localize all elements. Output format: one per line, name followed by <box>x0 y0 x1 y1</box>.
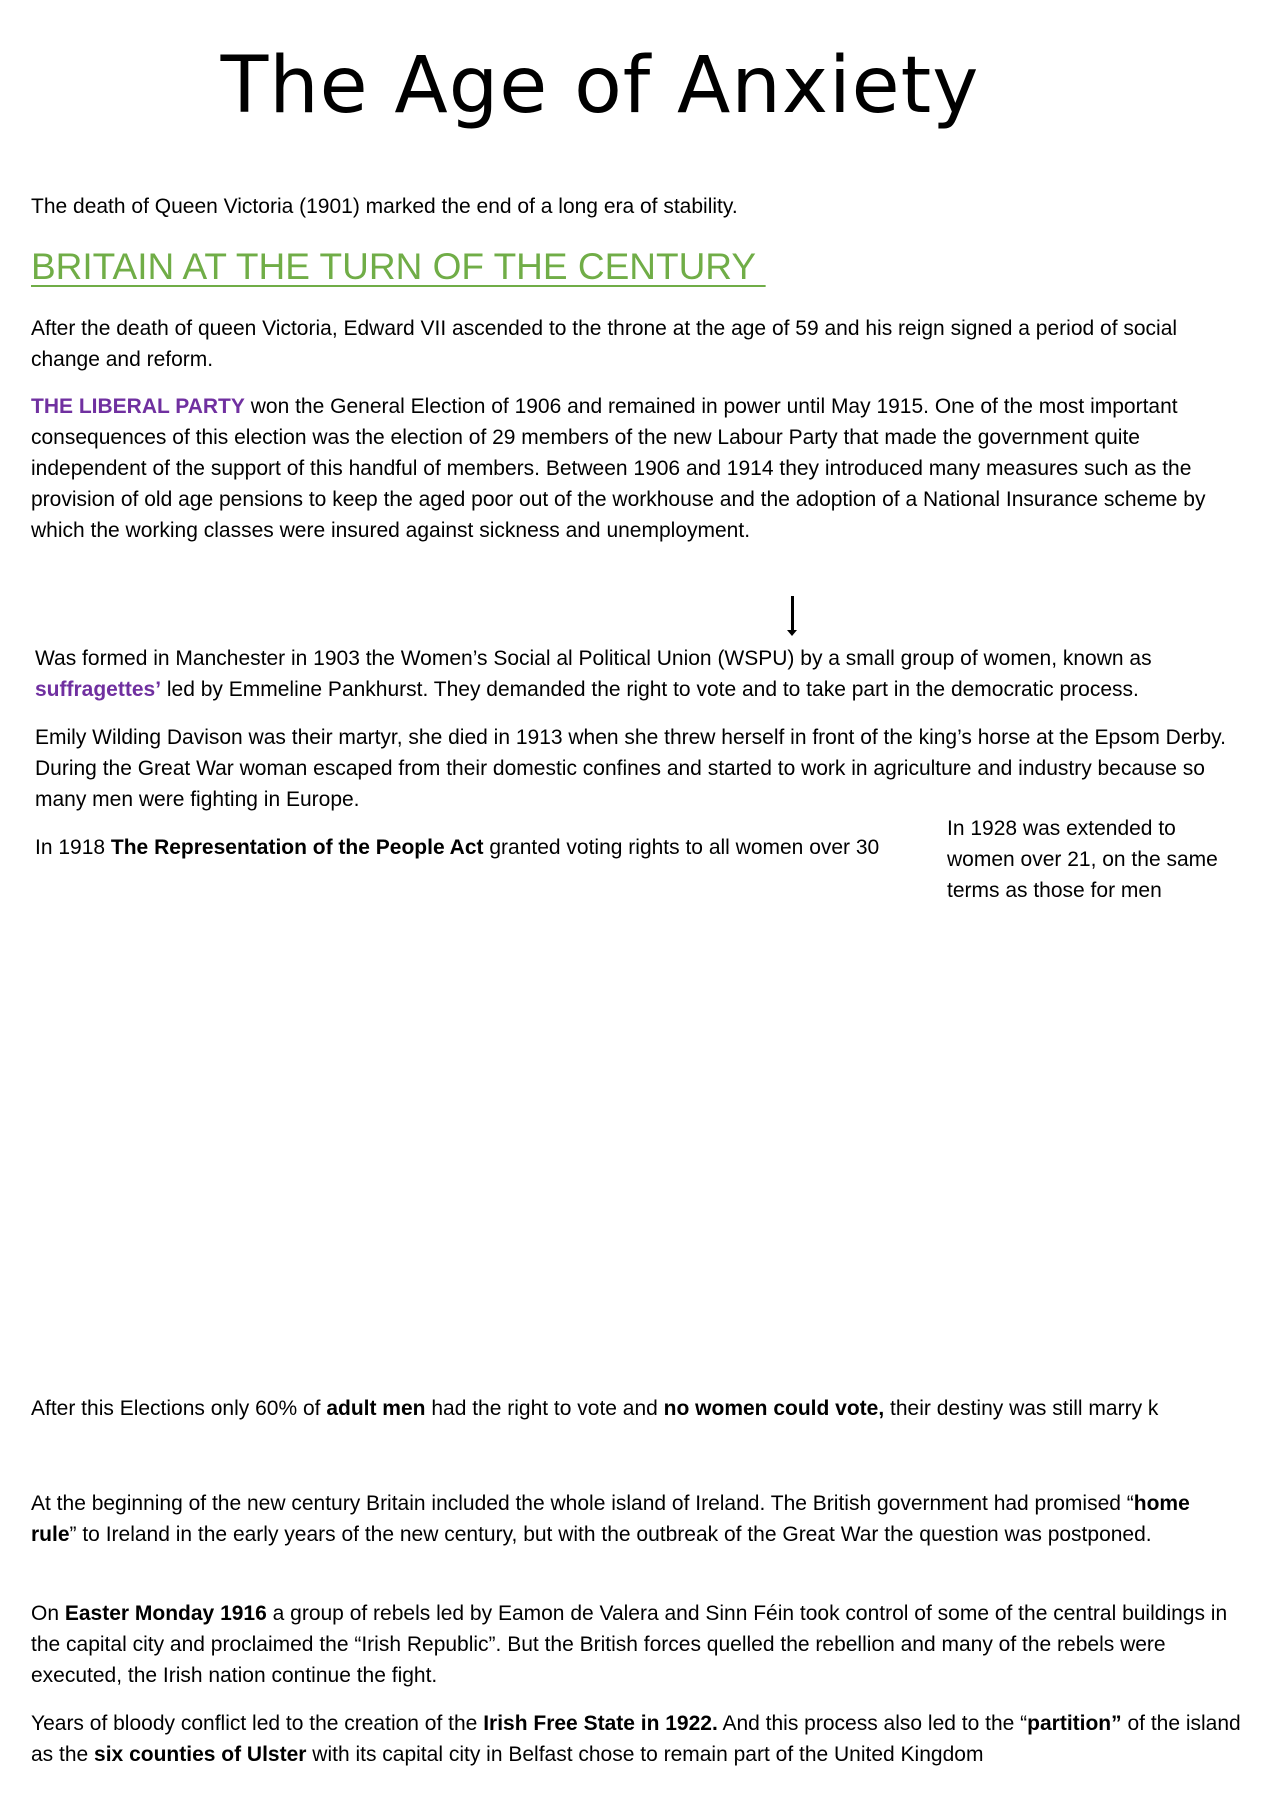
ireland-t1: At the beginning of the new century Britain included the whole island of Ireland. The British government had promised “ <box>31 1492 1134 1515</box>
liberal-party-text: won the General Election of 1906 and remained in power until May 1915. One of the most important consequences of this election was the election of 29 members of the new Labour Party that made the government quite independent of the support of this handful of members. Between 1906 and 1914 they introduced many measures such as the provision of old age pensions to keep the aged poor out of the workhouse and the adoption of a National Insurance scheme by which the working classes were insured against sickness and unemployment. <box>31 395 1206 542</box>
freestate-b3: six counties of Ulster <box>94 1743 307 1766</box>
text-cursor-icon <box>791 596 794 632</box>
freestate-t1: Years of bloody conflict led to the creation of the <box>31 1712 484 1735</box>
extended-vote-note: In 1928 was extended to women over 21, on the same terms as those for men <box>947 817 1218 902</box>
freestate-t2: And this process also led to the “ <box>717 1712 1028 1735</box>
liberal-party-paragraph <box>31 391 1246 546</box>
wspu-paragraph <box>35 643 1235 705</box>
freestate-b2: partition” <box>1027 1712 1122 1735</box>
act-name: The Representation of the People Act <box>110 836 484 859</box>
liberal-party-label: THE LIBERAL PARTY <box>31 395 245 418</box>
easter-t1: On <box>31 1602 65 1625</box>
wspu-text-2: led by Emmeline Pankhurst. They demanded the right to vote and to take part in the democratic process. <box>161 678 1139 701</box>
elections-t2: had the right to vote and <box>425 1397 664 1420</box>
elections-paragraph <box>31 1393 1261 1424</box>
easter-date: Easter Monday 1916 <box>64 1602 267 1625</box>
elections-t1: After this Elections only 60% of <box>31 1397 327 1420</box>
freestate-t3: of the island as the <box>31 1712 1241 1766</box>
act-post: granted voting rights to all women over 30 <box>483 836 880 859</box>
edward-paragraph: After the death of queen Victoria, Edward VII ascended to the throne at the age of 59 and his reign signed a period of social change and reform. <box>31 317 1178 371</box>
intro-paragraph: The death of Queen Victoria (1901) marked the end of a long era of stability. <box>31 195 738 218</box>
elections-b2: no women could vote, <box>663 1397 885 1420</box>
easter-t2: a group of rebels led by Eamon de Valera and Sinn Féin took control of some of the central buildings in the capital city and proclaimed the “Irish Republic”. But the British forces quelled the rebellion and many of the rebels were executed, the Irish nation continue the fight. <box>31 1602 1228 1687</box>
wspu-text-1: Was formed in Manchester in 1903 the Women’s Social al Political Union (WSPU) by a small group of women, known as <box>35 647 1152 670</box>
freestate-t4: with its capital city in Belfast chose to remain part of the United Kingdom <box>306 1743 984 1766</box>
davison-paragraph: Emily Wilding Davison was their martyr, she died in 1913 when she threw herself in front of the king’s horse at the Epsom Derby. During the Great War woman escaped from their domestic confines and started to work in agriculture and industry because so many men were fighting in Europe. <box>35 726 1226 811</box>
ireland-t2: ” to Ireland in the early years of the new century, but with the outbreak of the Great War the question was postponed. <box>69 1523 1152 1546</box>
elections-b1: adult men <box>326 1397 426 1420</box>
ireland-paragraph <box>31 1488 1231 1550</box>
section-heading: BRITAIN AT THE TURN OF THE CENTURY <box>31 246 766 287</box>
act-pre: In 1918 <box>35 836 111 859</box>
free-state-paragraph <box>31 1708 1256 1770</box>
elections-t3: their destiny was still marry k <box>884 1397 1159 1420</box>
easter-rising-paragraph <box>31 1598 1256 1691</box>
representation-act-paragraph <box>35 832 935 863</box>
home-rule: home rule <box>31 1492 1190 1546</box>
freestate-b1: Irish Free State in 1922. <box>483 1712 718 1735</box>
page-title: The Age of Anxiety <box>220 41 980 131</box>
suffragettes-highlight: suffragettes’ <box>35 678 162 701</box>
